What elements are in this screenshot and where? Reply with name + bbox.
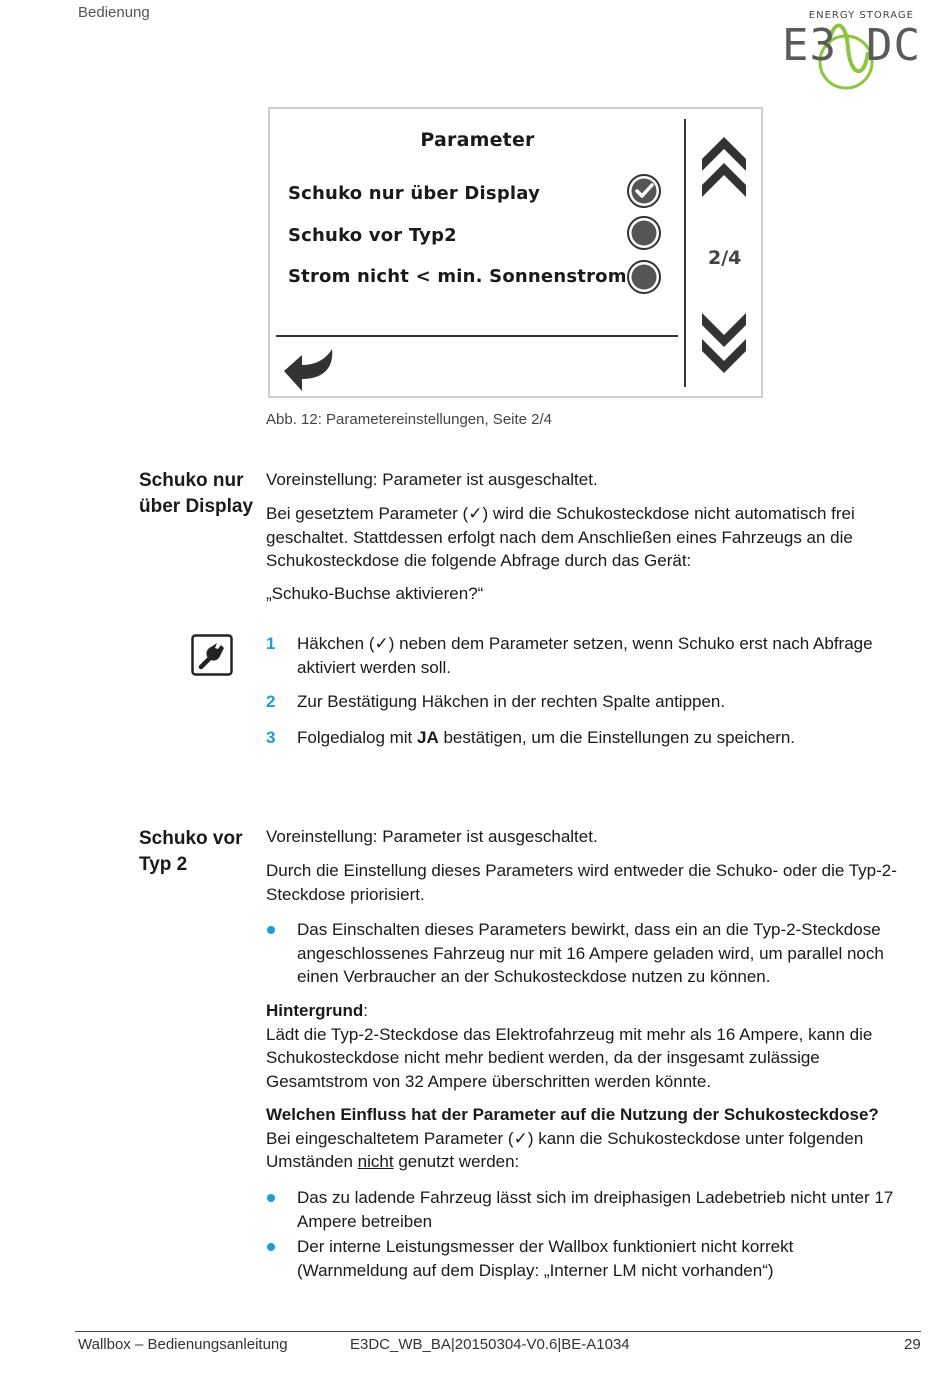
step-text: Zur Bestätigung Häkchen in der rechten Spalte antippen. bbox=[297, 692, 726, 711]
background-label: Hintergrund bbox=[266, 1001, 364, 1020]
bullet-icon bbox=[267, 926, 275, 934]
bullet-icon bbox=[267, 1194, 275, 1202]
text-fragment: : bbox=[363, 1001, 369, 1020]
screen-title: Parameter bbox=[420, 129, 535, 151]
underlined-text: nicht bbox=[357, 1152, 394, 1171]
text-fragment: Bei gesetztem Parameter ( bbox=[266, 504, 469, 523]
question-text: Welchen Einfluss hat der Parameter auf die Nutzung der Schukosteckdose? bbox=[266, 1105, 879, 1124]
text-fragment: ) kann die Schukosteckdose unter folgenden Umständen bbox=[266, 1128, 864, 1171]
bullet-text: Das Einschalten dieses Parameters bewirkt, dass ein an die Typ-2-Steckdose angeschlossenes Fahrzeug nur mit 16 Ampere geladen wird, um parallel noch einen Verbraucher an der Schukosteckdose nutzen zu können. bbox=[297, 920, 884, 986]
check-mark-icon: ✓ bbox=[374, 634, 389, 653]
screen-column-divider bbox=[684, 119, 686, 387]
step-number: 2 bbox=[266, 692, 276, 711]
text-fragment: Folgedialog mit bbox=[297, 728, 418, 747]
double-chevron-up-icon[interactable] bbox=[698, 129, 750, 201]
logo-tagline: ENERGY STORAGE bbox=[808, 10, 914, 21]
check-circle-icon[interactable] bbox=[626, 173, 662, 209]
radio-filled-icon[interactable] bbox=[626, 259, 662, 295]
bold-text: JA bbox=[417, 728, 439, 747]
logo-text-right: DC bbox=[866, 20, 921, 71]
logo-text-left: E3 bbox=[782, 20, 837, 71]
section2-heading-line1: Schuko vor bbox=[139, 828, 243, 849]
footer-divider bbox=[75, 1331, 921, 1332]
text-fragment: ) wird die Schukosteckdose nicht automatisch frei geschaltet. Stattdessen erfolgt nach dem Anschließen eines Fahrzeugs an die Schukosteckdose die folgende Abfrage durch das Gerät: bbox=[266, 504, 855, 570]
page-indicator: 2/4 bbox=[708, 247, 742, 269]
background-text: Lädt die Typ-2-Steckdose das Elektrofahrzeug mit mehr als 16 Ampere, kann die Schukosteckdose nicht mehr bedient werden, da der insgesamt zulässige Gesamtstrom von 32 Ampere überschritten werden könnte. bbox=[266, 1024, 873, 1091]
section1-heading bbox=[139, 468, 253, 520]
back-arrow-icon[interactable] bbox=[282, 345, 336, 393]
header-section-title: Bedienung bbox=[78, 4, 150, 21]
param-label-schuko-display: Schuko nur über Display bbox=[288, 183, 541, 204]
parameter-screen bbox=[268, 107, 763, 398]
wrench-icon bbox=[191, 634, 233, 676]
double-chevron-down-icon[interactable] bbox=[698, 309, 750, 381]
section2-question-block bbox=[266, 1103, 906, 1174]
step-text bbox=[297, 632, 902, 679]
check-mark-icon: ✓ bbox=[513, 1128, 528, 1148]
text-fragment: bestätigen, um die Einstellungen zu speichern. bbox=[438, 728, 796, 747]
bullet-text: Das zu ladende Fahrzeug lässt sich im dreiphasigen Ladebetrieb nicht unter 17 Ampere betreiben bbox=[297, 1188, 894, 1231]
text-fragment: Bei eingeschaltetem Parameter ( bbox=[266, 1128, 514, 1148]
bullet-icon bbox=[267, 1243, 275, 1251]
text-fragment: Häkchen ( bbox=[297, 634, 375, 653]
param-label-strom: Strom nicht < min. Sonnenstrom bbox=[288, 266, 627, 287]
radio-filled-icon[interactable] bbox=[626, 215, 662, 251]
section2-heading-line2: Typ 2 bbox=[139, 854, 188, 875]
section1-heading-line2: über Display bbox=[139, 496, 254, 517]
step-number: 1 bbox=[266, 634, 276, 653]
section2-para1: Durch die Einstellung dieses Parameters wird entweder die Schuko- oder die Typ-2-Steckdose priorisiert. bbox=[266, 861, 897, 904]
section1-quote: „Schuko-Buchse aktivieren?“ bbox=[266, 584, 484, 603]
section2-background bbox=[266, 999, 906, 1093]
step-number: 3 bbox=[266, 728, 276, 747]
check-mark-icon: ✓ bbox=[468, 504, 483, 523]
text-fragment: genutzt werden: bbox=[393, 1152, 520, 1171]
section1-default: Voreinstellung: Parameter ist ausgeschaltet. bbox=[266, 470, 598, 489]
footer-left: Wallbox – Bedienungsanleitung bbox=[78, 1336, 288, 1353]
e3dc-logo bbox=[780, 8, 920, 92]
section1-para1 bbox=[266, 502, 906, 573]
bullet-text: Der interne Leistungsmesser der Wallbox funktioniert nicht korrekt (Warnmeldung auf dem Display: „Interner LM nicht vorhanden“) bbox=[297, 1237, 794, 1280]
screen-divider bbox=[276, 335, 678, 337]
page-number: 29 bbox=[904, 1336, 921, 1353]
footer-center: E3DC_WB_BA|20150304-V0.6|BE-A1034 bbox=[350, 1336, 630, 1353]
section1-heading-line1: Schuko nur bbox=[139, 470, 244, 491]
param-label-schuko-typ2: Schuko vor Typ2 bbox=[288, 225, 457, 246]
step-text bbox=[297, 726, 902, 750]
section2-heading bbox=[139, 826, 242, 878]
section2-default: Voreinstellung: Parameter ist ausgeschaltet. bbox=[266, 827, 598, 846]
figure-caption: Abb. 12: Parametereinstellungen, Seite 2/4 bbox=[266, 411, 553, 428]
text-fragment: ) neben dem Parameter setzen, wenn Schuko erst nach Abfrage aktiviert werden soll. bbox=[297, 634, 873, 677]
